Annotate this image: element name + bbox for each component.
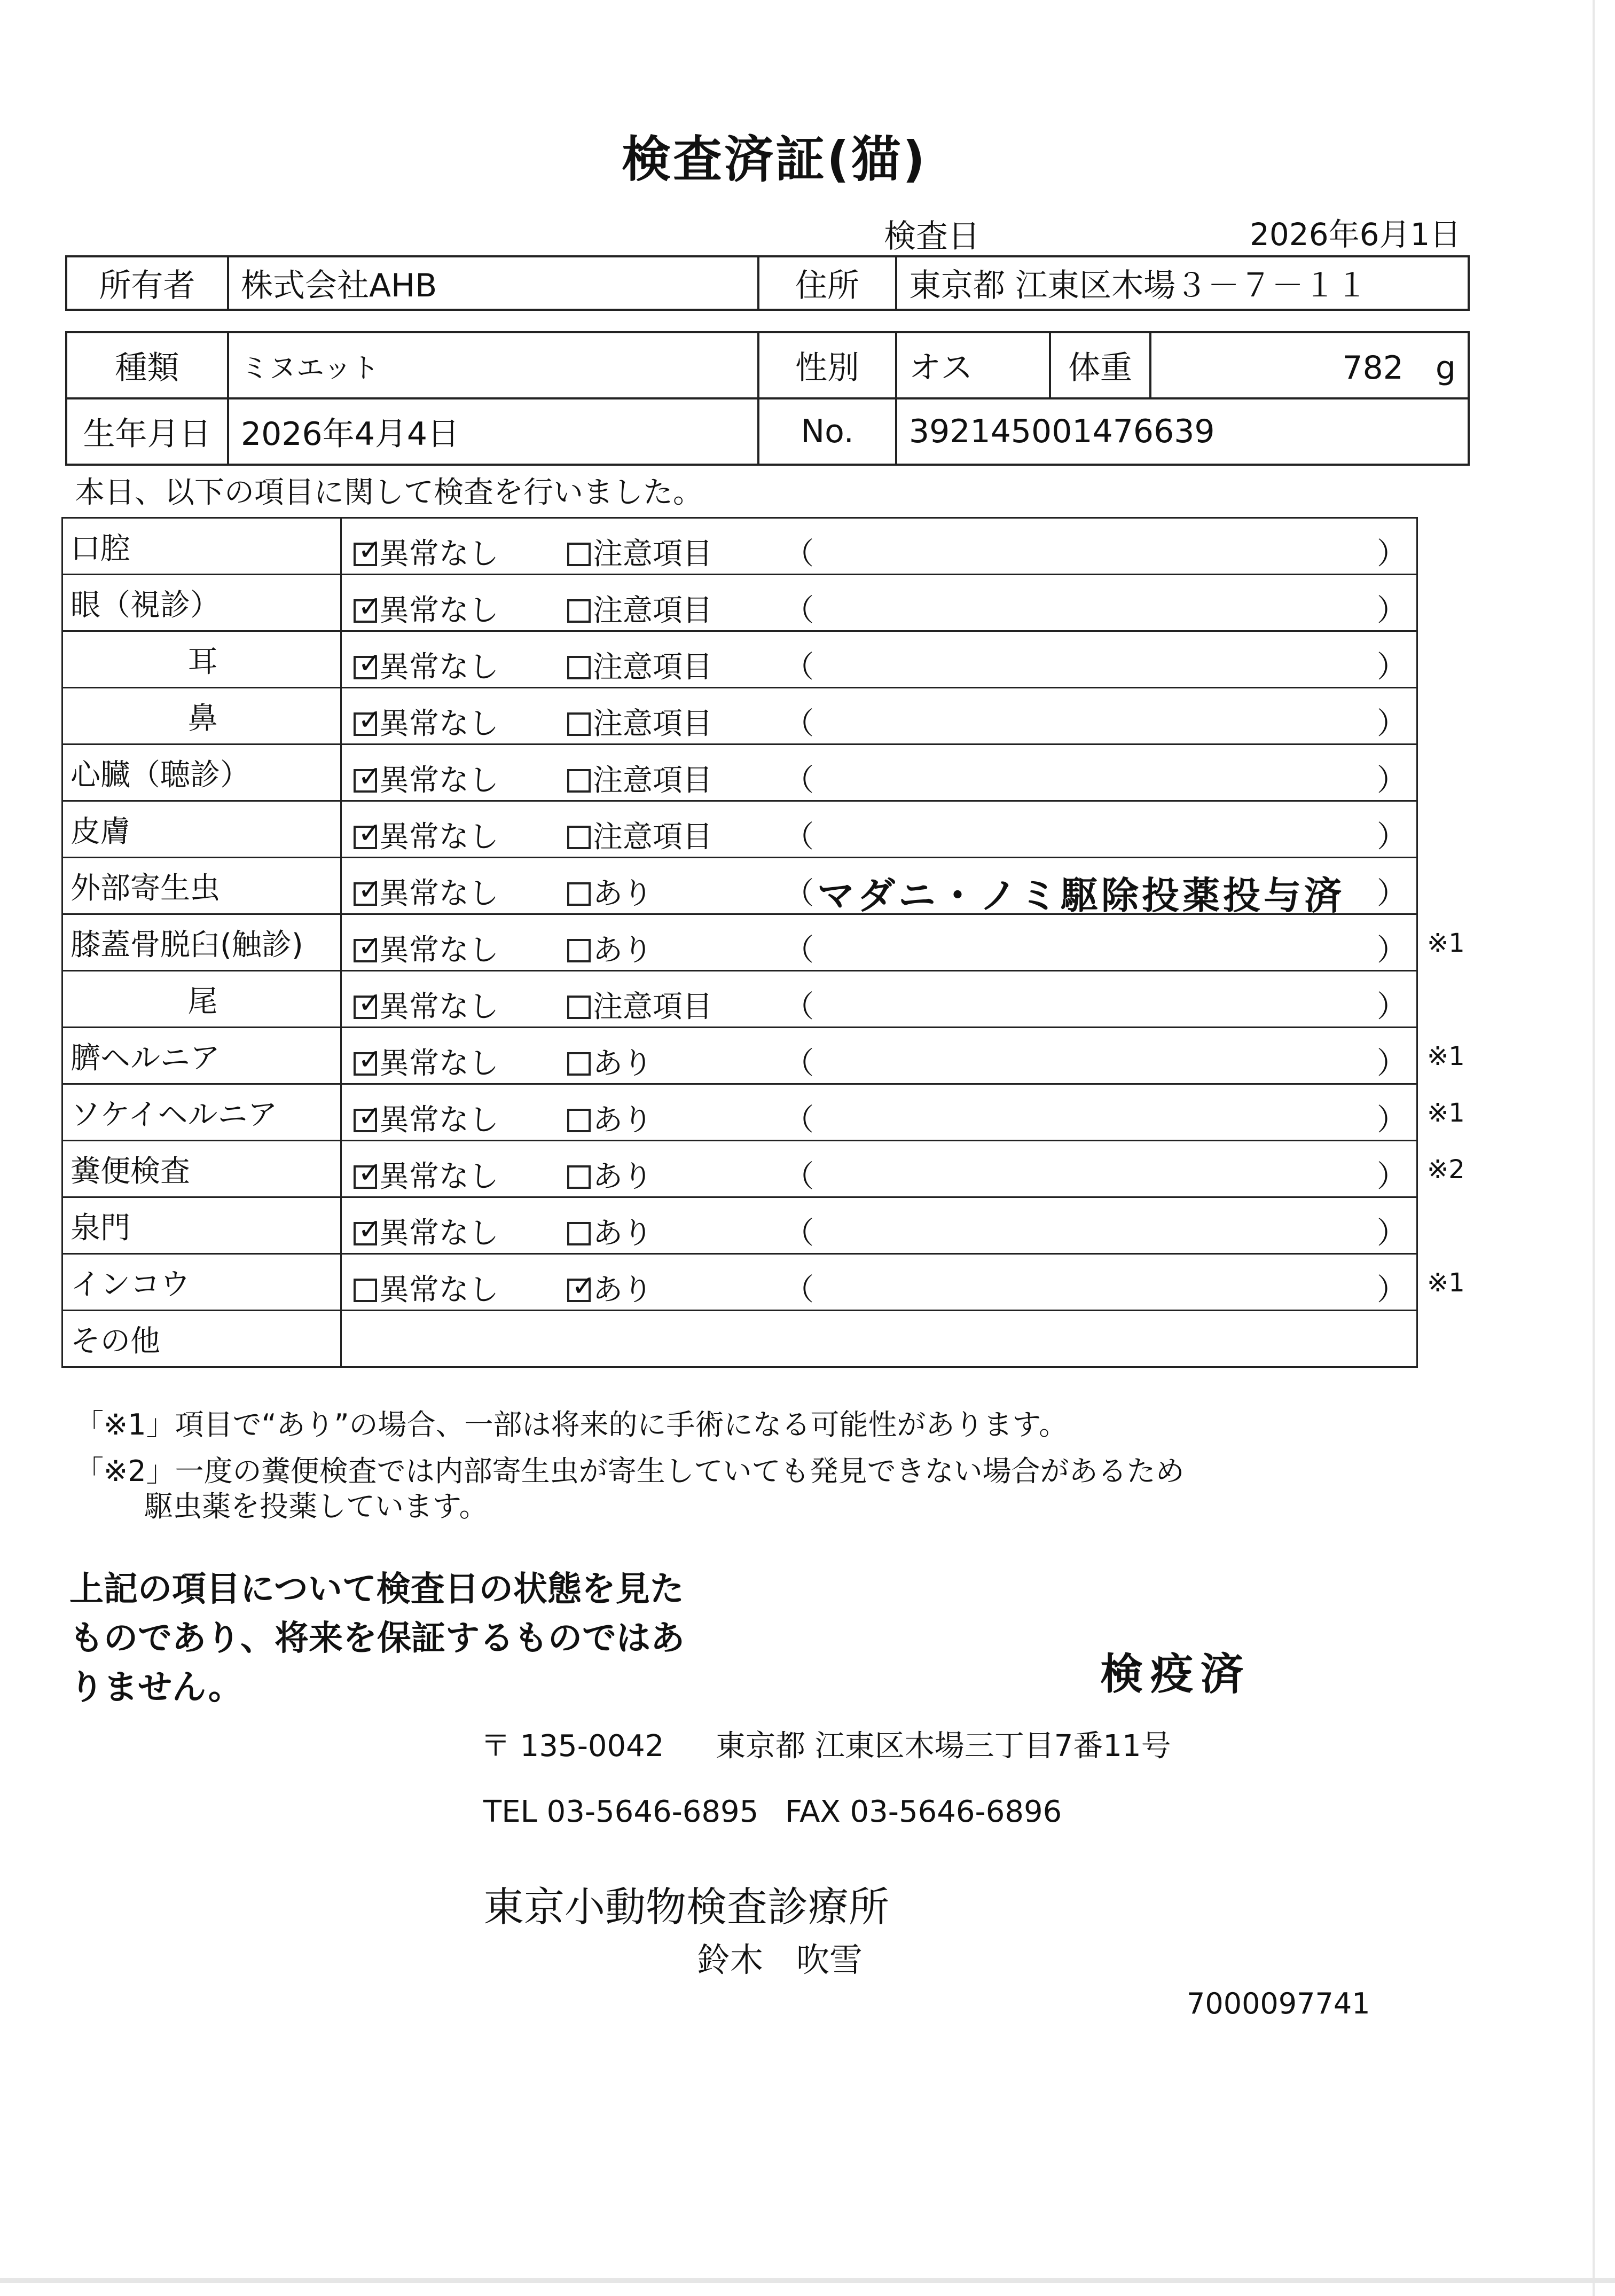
option-attention-label: 注意項目 [593,593,712,628]
paren-close: ） [1377,990,1407,1024]
paren-open: （ [784,763,814,798]
checkbox-icon[interactable] [567,599,591,623]
item-remark-mark: ※1 [1427,928,1465,958]
item-result-cell [341,1028,1417,1084]
paren-open: （ [784,933,814,968]
paren-close: ） [1377,537,1407,571]
paren-close: ） [1377,1216,1407,1251]
item-name: 心臓（聴診） [70,757,250,793]
table-row [62,801,1417,858]
item-name-cell [62,971,341,1028]
paren-open: （ [784,593,814,628]
item-result-cell [341,971,1417,1028]
option-normal[interactable] [354,813,499,856]
item-name: 皮膚 [70,814,130,849]
paren-open: （ [784,650,814,685]
item-name-cell [62,1028,341,1084]
item-name-cell [62,914,341,971]
option-attention-label: あり [593,1159,653,1194]
item-result-cell [341,1197,1417,1254]
paren-open: （ [784,537,814,571]
checkbox-icon[interactable] [354,826,377,849]
item-name: 臍ヘルニア [70,1040,220,1076]
item-name-cell [62,631,341,688]
option-normal-label: 異常なし [379,990,499,1024]
item-name-cell [62,1141,341,1197]
item-name: 外部寄生虫 [70,871,220,906]
checkbox-icon[interactable] [354,939,377,962]
item-result-cell [341,801,1417,858]
item-name: その他 [70,1323,160,1359]
footnote-2-line-2: 駆虫薬を投薬しています。 [144,1490,488,1523]
option-normal-label: 異常なし [379,1103,499,1138]
checkbox-icon[interactable] [567,656,591,679]
checkbox-icon[interactable] [567,882,591,906]
option-normal-label: 異常なし [379,1273,499,1307]
table-row [62,1028,1417,1084]
checkbox-icon[interactable] [354,712,377,736]
option-attention[interactable] [567,700,712,743]
item-name: インコウ [70,1267,190,1302]
checkbox-icon[interactable] [567,1222,591,1245]
option-normal-label: 異常なし [379,1046,499,1081]
option-normal[interactable] [354,1266,499,1309]
item-name-cell [62,1197,341,1254]
option-attention[interactable] [567,870,653,913]
paren-open: （ [784,990,814,1024]
item-name: 膝蓋骨脱臼(触診) [70,927,303,962]
table-row [62,631,1417,688]
option-attention-label: あり [593,876,653,911]
clinic-name: 東京小動物検査診療所 [483,1883,889,1931]
option-normal[interactable] [354,530,499,573]
item-name-cell [62,1311,341,1367]
dob-label: 生年月日 [66,398,228,465]
item-result-cell [341,1141,1417,1197]
option-attention-label: あり [593,1273,653,1307]
option-normal[interactable] [354,927,499,969]
page-edge [1593,0,1595,2296]
paren-open: （ [784,1216,814,1251]
option-attention-label: 注意項目 [593,990,712,1024]
table-row [62,1141,1417,1197]
page-title: 検査済証(猫) [621,131,928,188]
sex-label: 性別 [758,332,896,398]
option-attention-label: あり [593,1216,653,1251]
option-normal[interactable] [354,870,499,913]
paren-open: （ [784,1159,814,1194]
item-name-cell [62,801,341,858]
item-name-cell [62,575,341,631]
item-name: 耳 [187,644,218,679]
item-result-cell [341,914,1417,971]
option-normal-label: 異常なし [379,876,499,911]
option-attention[interactable] [567,1266,653,1309]
option-normal-label: 異常なし [379,650,499,685]
item-remark-mark: ※1 [1427,1098,1465,1128]
option-normal-label: 異常なし [379,1216,499,1251]
tel-number: TEL 03-5646-6895 [483,1795,759,1829]
disclaimer-statement: 上記の項目について検査日の状態を見たものであり、将来を保証するものではありません。 [69,1570,685,1707]
option-attention-label: 注意項目 [593,707,712,741]
option-normal[interactable] [354,1153,499,1196]
sex-value: オス [896,332,1050,398]
table-row [62,745,1417,801]
item-result-cell [341,1254,1417,1311]
breed-value: ミヌエット [228,332,758,398]
option-attention[interactable] [567,757,712,800]
footnote-2-line-1: 「※2」一度の糞便検査では内部寄生虫が寄生していても発見できない場合があるため [75,1454,1185,1488]
item-name-cell [62,745,341,801]
option-normal[interactable] [354,1040,499,1083]
checkbox-icon[interactable] [354,1109,377,1132]
item-result-cell [341,631,1417,688]
animal-table [65,331,1470,466]
option-attention[interactable] [567,1153,653,1196]
option-attention-label: 注意項目 [593,537,712,571]
option-normal[interactable] [354,587,499,630]
checkbox-icon[interactable] [567,826,591,849]
paren-close: ） [1377,933,1407,968]
table-row [62,518,1417,575]
weight-label: 体重 [1050,332,1150,398]
item-name-cell [62,688,341,745]
item-name: 糞便検査 [70,1154,190,1189]
table-row [62,1311,1417,1367]
paren-close: ） [1377,707,1407,741]
option-normal-label: 異常なし [379,707,499,741]
item-name-cell [62,1254,341,1311]
address-label: 住所 [758,256,896,310]
checkbox-icon[interactable] [567,769,591,793]
postal-code: 〒 135-0042 [481,1729,664,1764]
weight-value: 782 g [1150,332,1469,398]
item-name: 眼（視診） [70,587,220,623]
table-row [62,688,1417,745]
option-attention-label: 注意項目 [593,650,712,685]
option-normal[interactable] [354,1096,499,1139]
intro-text: 本日、以下の項目に関して検査を行いました。 [75,475,703,510]
table-row [62,971,1417,1028]
paren-open: （ [784,876,814,911]
document-code: 7000097741 [1187,1987,1370,2020]
inspection-items-table [61,517,1418,1368]
option-attention[interactable] [567,644,712,686]
item-name: 鼻 [187,701,218,736]
paren-open: （ [784,707,814,741]
address-value: 東京都 江東区木場３－７－１１ [896,256,1469,310]
checkbox-icon[interactable] [354,1165,377,1189]
checkbox-icon[interactable] [354,882,377,906]
paren-close: ） [1377,1273,1407,1307]
item-remark-mark: ※1 [1427,1041,1465,1071]
inspection-date-label: 検査日 [884,218,980,255]
item-result-cell [341,1084,1417,1141]
checkbox-icon[interactable] [567,1109,591,1132]
no-label: No. [758,398,896,465]
option-attention[interactable] [567,927,653,969]
table-row [62,1084,1417,1141]
option-normal[interactable] [354,1210,499,1252]
option-attention[interactable] [567,530,712,573]
table-row [62,858,1417,914]
table-row [62,1254,1417,1311]
item-name: 口腔 [70,531,130,566]
quarantine-stamp: 検疫済 [1100,1649,1251,1699]
option-attention-label: あり [593,933,653,968]
footnote-1: 「※1」項目で“あり”の場合、一部は将来的に手術になる可能性があります。 [75,1408,1068,1441]
checkbox-icon[interactable] [567,996,591,1019]
option-attention-label: 注意項目 [593,820,712,855]
option-attention[interactable] [567,1096,653,1139]
paren-close: ） [1377,763,1407,798]
paren-close: ） [1377,1159,1407,1194]
option-normal[interactable] [354,757,499,800]
option-normal[interactable] [354,983,499,1026]
option-normal-label: 異常なし [379,1159,499,1194]
breed-label: 種類 [66,332,228,398]
table-row [62,914,1417,971]
checkbox-icon[interactable] [354,1052,377,1076]
option-attention-label: あり [593,1046,653,1081]
option-normal-label: 異常なし [379,933,499,968]
paren-open: （ [784,1103,814,1138]
item-name: 泉門 [70,1210,130,1245]
option-attention[interactable] [567,983,712,1026]
street-address: 東京都 江東区木場三丁目7番11号 [716,1729,1171,1764]
option-normal-label: 異常なし [379,820,499,855]
item-result-cell [341,518,1417,575]
paren-close: ） [1377,820,1407,855]
paren-open: （ [784,1273,814,1307]
table-row [62,575,1417,631]
owner-table [65,255,1470,311]
item-remark-mark: ※2 [1427,1154,1465,1185]
option-normal[interactable] [354,644,499,686]
paren-open: （ [784,1046,814,1081]
item-note: マダニ・ノミ駆除投薬投与済 [817,874,1345,918]
table-row [62,1197,1417,1254]
item-result-cell [341,858,1417,918]
checkbox-icon[interactable] [354,599,377,623]
paren-close: ） [1377,593,1407,628]
owner-label: 所有者 [66,256,228,310]
checkbox-icon[interactable] [354,996,377,1019]
owner-value: 株式会社AHB [228,256,758,310]
checkbox-icon[interactable] [354,543,377,566]
paren-close: ） [1377,1046,1407,1081]
option-normal-label: 異常なし [379,593,499,628]
checkbox-icon[interactable] [354,656,377,679]
paren-close: ） [1377,1103,1407,1138]
checkbox-icon[interactable] [567,543,591,566]
dob-value: 2026年4月4日 [228,398,758,465]
checkbox-icon[interactable] [567,712,591,736]
page-bottom-edge [0,2278,1615,2283]
inspection-date-value: 2026年6月1日 [1250,216,1461,253]
option-attention[interactable] [567,587,712,630]
veterinarian-name: 鈴木 吹雪 [697,1940,863,1979]
fax-number: FAX 03-5646-6896 [785,1795,1062,1829]
item-name-cell [62,1084,341,1141]
option-normal[interactable] [354,700,499,743]
paren-open: （ [784,820,814,855]
checkbox-icon[interactable] [354,769,377,793]
checkbox-icon[interactable] [354,1279,377,1302]
item-name-cell [62,858,341,914]
item-name: ソケイヘルニア [70,1097,278,1132]
item-result-cell [341,575,1417,631]
checkbox-icon[interactable] [567,1165,591,1189]
option-attention-label: 注意項目 [593,763,712,798]
option-attention[interactable] [567,813,712,856]
option-attention[interactable] [567,1210,653,1252]
option-normal-label: 異常なし [379,537,499,571]
item-remark-mark: ※1 [1427,1267,1465,1298]
checkbox-icon[interactable] [567,1052,591,1076]
item-result-cell [341,688,1417,745]
paren-close: ） [1377,876,1407,911]
checkbox-icon[interactable] [567,1279,591,1302]
item-name: 尾 [187,984,218,1019]
option-normal-label: 異常なし [379,763,499,798]
option-attention-label: あり [593,1103,653,1138]
no-value: 392145001476639 [896,398,1469,465]
checkbox-icon[interactable] [354,1222,377,1245]
item-result-cell [341,745,1417,801]
option-attention[interactable] [567,1040,653,1083]
checkbox-icon[interactable] [567,939,591,962]
item-name-cell [62,518,341,575]
paren-close: ） [1377,650,1407,685]
item-result-cell [341,1311,1417,1367]
